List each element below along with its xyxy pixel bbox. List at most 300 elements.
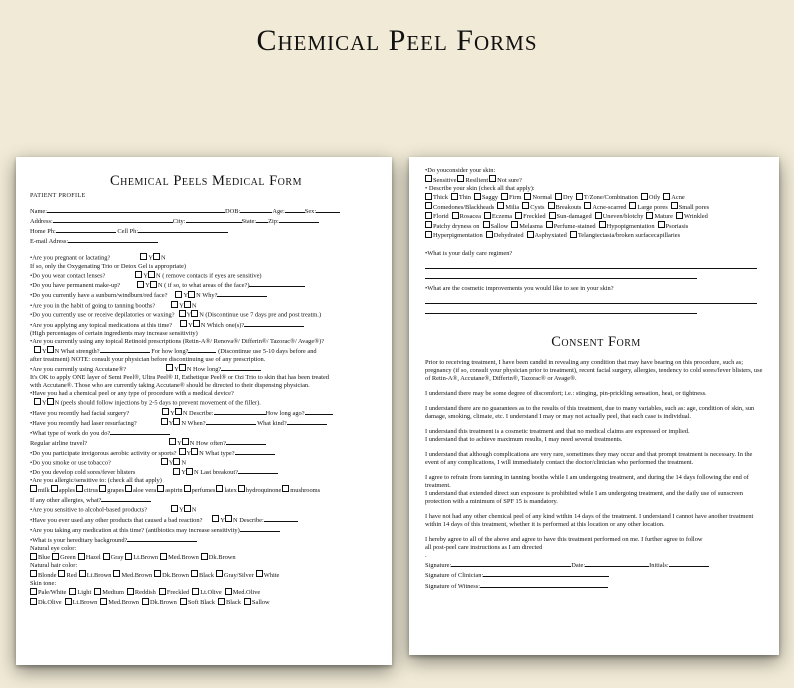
state-field[interactable] [256, 216, 268, 223]
option-label: Lt.Brown [72, 599, 98, 607]
option-checkbox[interactable] [160, 553, 167, 560]
option-label: Dk.Brown [150, 599, 177, 607]
sunburn-no-checkbox[interactable] [188, 291, 195, 298]
option-checkbox[interactable] [184, 485, 191, 492]
option-label: latex [224, 486, 237, 494]
what-type-label: N What type? [199, 449, 235, 457]
option-label: Thin [458, 194, 471, 202]
alcohol-no-checkbox[interactable] [184, 505, 191, 512]
skin-row-3 [425, 212, 767, 222]
tone-label: Skin tone: [30, 579, 57, 587]
sex-field[interactable] [316, 206, 340, 213]
why-field[interactable] [217, 290, 267, 297]
option-label: Medium [102, 589, 124, 597]
option-label: Med.Brown [168, 554, 199, 562]
option-label: Lt.Brown [86, 571, 112, 579]
option-checkbox[interactable] [489, 175, 496, 182]
signature-field[interactable] [451, 560, 571, 567]
sex-label: Sex: [304, 208, 317, 216]
improve-line-1[interactable] [425, 297, 757, 304]
option-label: Patchy dryness on [433, 222, 480, 230]
q-retinoid-after: after treatment) NOTE: consult your physician before discontinuing use of any prescription. [30, 355, 266, 363]
option-checkbox[interactable] [646, 212, 653, 219]
tobacco-no-checkbox[interactable] [173, 458, 180, 465]
q-accutane [30, 364, 382, 374]
option-checkbox[interactable] [103, 553, 110, 560]
consent-p2: I understand there may be some degree of discomfort; i.e.: stinging, pin-prickling sensation, heat, or tightness. [425, 389, 707, 397]
option-checkbox[interactable] [452, 212, 459, 219]
option-checkbox[interactable] [65, 598, 72, 605]
option-checkbox[interactable] [425, 221, 432, 228]
state-label: State: [241, 218, 257, 226]
option-checkbox[interactable] [79, 570, 86, 577]
eye-label: Natural eye color: [30, 544, 77, 552]
option-label: citrus [84, 486, 99, 494]
topical-checkbox[interactable] [180, 320, 187, 327]
option-checkbox[interactable] [180, 598, 187, 605]
medication-field[interactable] [240, 525, 280, 532]
q-makeup [30, 280, 382, 290]
q-hereditary [30, 535, 382, 545]
option-label: Melasma [519, 222, 543, 230]
q-topical-high: (High percentages of certain ingredients may increase sensitivity) [30, 329, 198, 337]
option-label: Hypopigmentation [606, 222, 655, 230]
option-checkbox[interactable] [584, 202, 591, 209]
option-checkbox[interactable] [30, 598, 37, 605]
exercise-checkbox[interactable] [179, 448, 186, 455]
q-chem-note: N (peels should follow injections by 2-5 days to prevent movement of the filler). [54, 399, 261, 407]
airline-no-checkbox[interactable] [182, 438, 189, 445]
address-field[interactable] [53, 216, 173, 223]
yes-label: Y [179, 506, 184, 514]
option-label: Telangiectasia/broken surfacecapillaries [577, 232, 681, 240]
accutane-no-checkbox[interactable] [179, 364, 186, 371]
option-checkbox[interactable] [159, 588, 166, 595]
email-label: E-mail Adress: [30, 238, 69, 246]
option-label: Gray/Silver [223, 571, 254, 579]
q-tobacco-text: •Do you smoke or use tobacco? [30, 459, 111, 467]
airline-how-often-field[interactable] [226, 438, 266, 445]
dob-field[interactable] [240, 206, 272, 213]
cold-sores-checkbox[interactable] [173, 468, 180, 475]
option-checkbox[interactable] [52, 553, 59, 560]
depilatories-no-checkbox[interactable] [191, 310, 198, 317]
hair-label: Natural hair color: [30, 562, 78, 570]
when-label: N When? [181, 419, 206, 427]
signature-row [425, 560, 767, 570]
option-checkbox[interactable] [548, 202, 555, 209]
q-contacts-note: N ( remove contacts if eyes are sensitive) [155, 272, 262, 280]
option-checkbox[interactable] [30, 588, 37, 595]
city-field[interactable] [186, 216, 242, 223]
option-checkbox[interactable] [51, 485, 58, 492]
medical-form-sheet [16, 157, 392, 665]
consent-form-sheet [409, 157, 779, 655]
option-checkbox[interactable] [527, 231, 534, 238]
option-checkbox[interactable] [522, 202, 529, 209]
option-checkbox[interactable] [484, 212, 491, 219]
option-label: aloe vera [132, 486, 157, 494]
q-cold-sores [30, 467, 382, 477]
q-work [30, 428, 382, 438]
accutane-how-label: N How long? [186, 365, 222, 373]
option-label: Sallow [490, 222, 509, 230]
option-checkbox[interactable] [641, 193, 648, 200]
clinician-field[interactable] [483, 570, 609, 577]
last-breakout-label: N Last breakout? [193, 469, 238, 477]
option-label: Dehydrated [493, 232, 524, 240]
date-field[interactable] [585, 560, 649, 567]
zip-field[interactable] [279, 216, 319, 223]
option-checkbox[interactable] [192, 588, 199, 595]
q-topical-text: •Are you applying any topical medications at this time? [30, 321, 173, 329]
how-often-label: N How often? [189, 439, 226, 447]
tone-row-1 [30, 588, 382, 598]
what-kind-label: What kind? [257, 419, 287, 427]
option-label: apples [58, 486, 76, 494]
surgery-when-field[interactable] [305, 408, 333, 415]
option-checkbox[interactable] [216, 570, 223, 577]
chem-checkbox[interactable] [34, 398, 41, 405]
option-label: Green [60, 554, 76, 562]
option-checkbox[interactable] [201, 553, 208, 560]
option-checkbox[interactable] [515, 212, 522, 219]
consent-dot: . [425, 552, 427, 560]
option-label: hydroquinone [245, 486, 282, 494]
option-checkbox[interactable] [425, 175, 432, 182]
clinician-label: Signature of Clinician: [425, 572, 484, 580]
laser-checkbox[interactable] [161, 418, 168, 425]
q-work-text: •What type of work do you do? [30, 429, 111, 437]
option-checkbox[interactable] [629, 202, 636, 209]
other-allergies-field[interactable] [101, 495, 151, 502]
option-checkbox[interactable] [555, 193, 562, 200]
option-checkbox[interactable] [125, 553, 132, 560]
option-checkbox[interactable] [113, 570, 120, 577]
option-checkbox[interactable] [76, 485, 83, 492]
skin-row-2 [425, 202, 767, 212]
option-label: Wrinkled [683, 213, 708, 221]
laser-when-field[interactable] [206, 418, 256, 425]
option-checkbox[interactable] [99, 485, 106, 492]
option-checkbox[interactable] [100, 598, 107, 605]
makeup-no-checkbox[interactable] [150, 281, 157, 288]
name-row [30, 206, 382, 216]
q-makeup-text: •Do you have permanent make-up? [30, 282, 121, 290]
consent-p7: I have not had any other chemical peel of any kind within 14 days of the treatment. I understand I cannot have another treatment within 14 days of this treatment, whether it is performed at this location or any other location. [425, 513, 754, 529]
retinoid-no-checkbox[interactable] [47, 346, 54, 353]
option-label: Reddish [134, 589, 156, 597]
surgery-checkbox[interactable] [162, 408, 169, 415]
q-other-allergies-text: If any other allergies, what? [30, 497, 102, 504]
age-field[interactable] [285, 206, 305, 213]
option-label: Mature [654, 213, 673, 221]
option-checkbox[interactable] [511, 221, 518, 228]
no-label: N [160, 254, 166, 262]
last-breakout-field[interactable] [238, 467, 278, 474]
alcohol-checkbox[interactable] [171, 505, 178, 512]
yes-label: Y [143, 272, 148, 280]
consent-p8: I hereby agree to all of the above and agree to have this treatment performed on me. I further agree to follow all post-peel care instructions as I am directed [425, 536, 703, 552]
hair-row [30, 570, 382, 580]
option-label: Red [66, 571, 77, 579]
option-checkbox[interactable] [127, 588, 134, 595]
option-checkbox[interactable] [154, 570, 161, 577]
option-checkbox[interactable] [546, 221, 553, 228]
option-label: Oily [648, 194, 661, 202]
option-checkbox[interactable] [30, 553, 37, 560]
yes-label: Y [188, 321, 193, 329]
yes-label: Y [168, 459, 174, 467]
retinoid-strength-field[interactable] [100, 346, 150, 353]
option-checkbox[interactable] [238, 485, 245, 492]
cold-sores-no-checkbox[interactable] [186, 468, 193, 475]
option-label: Psoriasis [665, 222, 689, 230]
tone-row-2 [30, 598, 382, 608]
consent-p1: Prior to receiving treatment, I have been candid in revealing any condition that may have bearing on this procedure, such as; pregnancy (if so, consult your physician prior to treatment), recent facial surgery, allergies, tendency to cold sores/fever blisters, use of Retin-A®, Accutane®, Differin®, Tazorac® or Avage®. [425, 358, 763, 382]
option-checkbox[interactable] [501, 193, 508, 200]
q-medication [30, 525, 382, 535]
option-label: aspirin [165, 486, 183, 494]
yes-label: Y [42, 399, 47, 407]
yes-label: Y [168, 419, 174, 427]
q-reaction-text: •Have you ever used any other products that caused a bad reaction? [30, 516, 203, 524]
q-pregnant [30, 253, 382, 263]
option-checkbox[interactable] [191, 570, 198, 577]
age-label: Age: [272, 208, 285, 216]
yes-label: Y [177, 439, 182, 447]
skin-row-4 [425, 221, 767, 231]
option-label: Uneven/blotchy [602, 213, 644, 221]
option-checkbox[interactable] [451, 193, 458, 200]
q-surgery [30, 408, 382, 418]
option-checkbox[interactable] [595, 212, 602, 219]
option-checkbox[interactable] [474, 193, 481, 200]
contacts-no-checkbox[interactable] [148, 271, 155, 278]
q-contacts-text: •Do you wear contact lenses? [30, 272, 106, 280]
q-accutane-ok: It's OK to apply ONE layer of Semi Peel®, Ultra Peel® II, Esthetique Peel® or Ozi Trio to skin that has been treated [30, 373, 329, 381]
option-label: Firm [508, 194, 522, 202]
option-label: grapes [107, 486, 124, 494]
hereditary-field[interactable] [127, 535, 197, 542]
option-checkbox[interactable] [142, 598, 149, 605]
option-checkbox[interactable] [425, 193, 432, 200]
clinician-row [425, 570, 767, 580]
option-checkbox[interactable] [30, 485, 37, 492]
option-checkbox[interactable] [69, 588, 76, 595]
q-chem-detail [30, 398, 382, 408]
q-improve: •What are the cosmetic improvements you would like to see in your skin? [425, 285, 614, 293]
tobacco-checkbox[interactable] [161, 458, 168, 465]
chem-no-checkbox[interactable] [47, 398, 54, 405]
makeup-field[interactable] [249, 280, 305, 287]
no-label: N [181, 459, 187, 467]
yes-label: Y [186, 449, 192, 457]
option-label: Not sure? [497, 176, 522, 184]
sunburn-checkbox[interactable] [175, 291, 182, 298]
tanning-checkbox[interactable] [171, 301, 178, 308]
option-label: Milia [505, 203, 520, 211]
q-depilatories-note: N (Discontinue use 7 days pre and post treatm.) [199, 311, 322, 319]
option-label: Pale/White [38, 589, 67, 597]
option-label: milk [38, 486, 50, 494]
consent-p5: I understand that although complications are very rare, sometimes they may occur and that prompt treatment is necessary. In the event of any complications, I will immediately contact the doctor/clinician who performed the treatment. [425, 450, 753, 466]
option-label: Med.Brown [108, 599, 140, 607]
no-label: N [191, 506, 197, 514]
banner-title: Chemical Peel Forms [256, 24, 538, 57]
q-allergic: •Are you allergic/sensitive to: (check all that apply) [30, 477, 162, 485]
option-checkbox[interactable] [549, 212, 556, 219]
q-depilatories [30, 310, 382, 320]
exercise-no-checkbox[interactable] [191, 448, 198, 455]
option-checkbox[interactable] [457, 175, 464, 182]
q-laser [30, 418, 382, 428]
option-checkbox[interactable] [157, 485, 164, 492]
consent-p3: I understand there are no guarantees as to the results of this treatment, due to many variables, such as: age, condition of skin, sun damage, smoking, climate, etc. I understand I may or may not actually peel, that each case is individual. [425, 404, 755, 420]
pregnant-no-checkbox[interactable] [153, 253, 160, 260]
option-label: Cysts [530, 203, 545, 211]
why-label: N Why? [196, 292, 218, 300]
option-checkbox[interactable] [671, 202, 678, 209]
reaction-checkbox[interactable] [212, 515, 219, 522]
option-checkbox[interactable] [570, 231, 577, 238]
contacts-checkbox[interactable] [135, 271, 142, 278]
option-label: Large pores [637, 203, 668, 211]
q-exercise-text: •Do you participate invigorous aerobic activity or sports? [30, 449, 177, 457]
airline-checkbox[interactable] [169, 438, 176, 445]
date-label: Date: [571, 562, 586, 570]
q-topical [30, 320, 382, 330]
option-checkbox[interactable] [663, 193, 670, 200]
option-checkbox[interactable] [483, 221, 490, 228]
q-pregnant-text: •Are you pregnant or lactating? [30, 254, 111, 262]
option-label: Lt.Brown [133, 554, 159, 562]
q-airline-text: Regular airline travel? [30, 439, 88, 447]
option-checkbox[interactable] [425, 212, 432, 219]
option-label: Dk.Brown [208, 554, 236, 562]
depilatories-checkbox[interactable] [179, 310, 186, 317]
option-label: White [263, 571, 280, 579]
option-label: Blue [38, 554, 51, 562]
consent-p4a: I understand this treatment is a cosmetic treatment and that no medical claims are expressed or implied. [425, 427, 690, 435]
option-checkbox[interactable] [576, 193, 583, 200]
name-label: Name: [30, 208, 48, 216]
option-checkbox[interactable] [218, 598, 225, 605]
reaction-describe-field[interactable] [264, 515, 298, 522]
option-label: Dk.Brown [162, 571, 189, 579]
email-field[interactable] [68, 236, 158, 243]
consent-title: Consent Form [551, 334, 641, 351]
topical-no-checkbox[interactable] [193, 320, 200, 327]
q-tanning [30, 301, 382, 311]
option-checkbox[interactable] [256, 570, 263, 577]
witness-row [425, 581, 767, 591]
yes-label: Y [181, 469, 186, 477]
surgery-no-checkbox[interactable] [175, 408, 182, 415]
work-field[interactable] [110, 428, 170, 435]
option-checkbox[interactable] [225, 588, 232, 595]
option-checkbox[interactable] [425, 231, 432, 238]
option-label: Saggy [482, 194, 498, 202]
routine-line-1[interactable] [425, 262, 757, 269]
laser-kind-field[interactable] [287, 418, 327, 425]
patient-profile-heading: PATIENT PROFILE [30, 192, 86, 200]
retinoid-how-label: For how long? [151, 347, 189, 355]
option-label: Freckled [166, 589, 190, 597]
retinoid-how-field[interactable] [188, 346, 216, 353]
topical-field[interactable] [244, 320, 304, 327]
option-checkbox[interactable] [524, 193, 531, 200]
improve-line-2[interactable] [425, 307, 697, 314]
option-label: Eczema [491, 213, 513, 221]
option-checkbox[interactable] [78, 553, 85, 560]
yes-label: Y [186, 311, 192, 319]
option-label: Small pores [678, 203, 710, 211]
option-checkbox[interactable] [599, 221, 606, 228]
option-checkbox[interactable] [676, 212, 683, 219]
tanning-no-checkbox[interactable] [184, 301, 191, 308]
option-checkbox[interactable] [94, 588, 101, 595]
q-tobacco [30, 458, 382, 468]
option-checkbox[interactable] [244, 598, 251, 605]
accutane-how-field[interactable] [221, 364, 261, 371]
option-label: Asphyxiated [534, 232, 567, 240]
email-row [30, 236, 382, 246]
reaction-no-checkbox[interactable] [225, 515, 232, 522]
initials-field[interactable] [669, 560, 709, 567]
describe-label: N Describe: [182, 409, 214, 417]
option-checkbox[interactable] [30, 570, 37, 577]
describe-label: N Describe: [233, 516, 264, 524]
routine-line-2[interactable] [425, 272, 697, 279]
surgery-describe-field[interactable] [214, 408, 266, 415]
option-checkbox[interactable] [216, 485, 223, 492]
witness-field[interactable] [480, 581, 608, 588]
home-phone-field[interactable] [56, 226, 116, 233]
option-checkbox[interactable] [425, 202, 432, 209]
phone-row [30, 226, 382, 236]
q-contacts [30, 271, 382, 281]
option-checkbox[interactable] [282, 485, 289, 492]
q-medication-text: •Are you taking any medication at this time? (antibiotics may increase sensitivity) [30, 526, 240, 534]
skin-row-1 [425, 193, 767, 203]
yes-label: Y [179, 302, 184, 310]
yes-label: Y [42, 347, 47, 355]
cell-phone-field[interactable] [138, 226, 228, 233]
option-label: Perfume-stained [553, 222, 596, 230]
option-label: Acne-scarred [592, 203, 627, 211]
option-label: Acne [671, 194, 685, 202]
option-checkbox[interactable] [486, 231, 493, 238]
q-tanning-text: •Are you in the habit of going to tanning booths? [30, 302, 156, 310]
accutane-checkbox[interactable] [166, 364, 173, 371]
pregnant-checkbox[interactable] [140, 253, 147, 260]
option-checkbox[interactable] [497, 202, 504, 209]
q-sunburn-text: •Do you currently have a sunburn/windburn/red face? [30, 292, 168, 300]
name-field[interactable] [47, 206, 225, 213]
option-label: Black [226, 599, 241, 607]
exercise-type-field[interactable] [235, 448, 275, 455]
laser-no-checkbox[interactable] [173, 418, 180, 425]
q-depilatories-text: •Do you currently use or receive depilatories or waxing? [30, 311, 175, 319]
retinoid-checkbox[interactable] [34, 346, 41, 353]
makeup-checkbox[interactable] [137, 281, 144, 288]
q-cold-sores-text: •Do you develop cold sores/fever blisters [30, 469, 136, 477]
option-checkbox[interactable] [58, 570, 65, 577]
option-checkbox[interactable] [125, 485, 132, 492]
option-label: Hyperpigmentation [433, 232, 483, 240]
option-checkbox[interactable] [658, 221, 665, 228]
